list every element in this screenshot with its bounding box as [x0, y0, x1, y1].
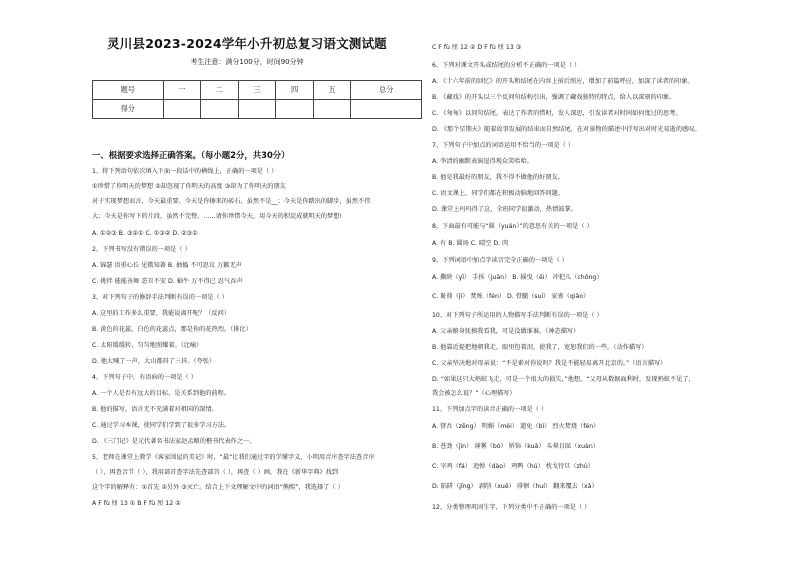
question-line: C. 通过学习本课，使同学们学到了很多学习方法。	[92, 422, 231, 429]
question-line: 大；今天是你写下的片段，虽然不完整，……请你珍惜今天，用今天的积淀成就明天的梦想!	[92, 213, 342, 220]
score-input-cell[interactable]	[201, 100, 239, 119]
question-line: A. 这里的工作多么重要，我能说离开呢？（反问）	[92, 310, 230, 317]
answer-options-line: D. 陷阱（jǐng） 剥削（xuē） 徘徊（huí） 翻来覆去（xǎ）	[432, 483, 598, 490]
score-table-header-row	[93, 81, 422, 100]
question-line: A. 《十六年前的回忆》的开头和结尾在内容上前后照应，增加了前篇呼应，加深了读者的印象。	[432, 78, 694, 85]
score-table	[92, 80, 422, 119]
question-line: 2、下列书写没有错误的一项是（ ）	[92, 246, 191, 253]
page-title: 灵川县2023-2024学年小升初总复习语文测试题	[107, 36, 387, 51]
question-line: D. 《三门记》是元代著名书法家赵孟頫的楷书代表作之一。	[92, 438, 256, 445]
answer-options-line: C. 耻鼎（jì） 焚炼（fén） D. 骨髓（suí） 家雀（qiǎo）	[432, 293, 590, 300]
question-line: 4、下列句子中，有语病的一项是（ ）	[92, 374, 197, 381]
question-line: B. 《藏戏》的开头以三个反问句结构引出，强调了藏戏独特的特点，给人以深刻的印象。	[432, 94, 676, 101]
question-line: 对于实现梦想而言，今天最重要。今天是你擦来的砖石，虽然不是__；今天是你踏出的脚步，虽然不伟	[92, 198, 371, 205]
score-cell: 一	[163, 81, 201, 100]
question-line: 这个字的解释有：①首先 ②另外 ③灭亡。结合上下文理解文中的词语“熊熙”，我选择了（ ）	[92, 484, 344, 491]
question-line: 6、下列对课文开头或结尾的分析不正确的一项是（ ）	[432, 62, 581, 69]
score-cell: 二	[201, 81, 239, 100]
score-cell: 总分	[351, 81, 422, 100]
question-line: 7、下列句子中加点的词语运用不恰当的一项是（ ）	[432, 142, 575, 149]
answer-options-line: A F fù 厘 13 ① B F fù 厘 12 ②	[92, 500, 181, 507]
question-line: A. 锦瑟 语重心长 见微知著 B. 抽搐 不可思议 万籁无声	[92, 262, 242, 269]
question-line: A. 父亲俯身抚摸我看我，可是没做谁谁。（神态描写）	[432, 328, 580, 335]
question-line: A. ①②③ B. ③②① C. ①③② D. ②③①	[92, 230, 198, 237]
question-line: 12、分类整理巩固生字，下列分类中不正确的一项是（ ）	[432, 504, 591, 511]
answer-options-line: C F fù 厘 12 ② D F fù 厘 13 ③	[432, 44, 522, 51]
question-line: 9、下列词语中加点字读音完全正确的一项是（ ）	[432, 257, 568, 264]
question-line: C. 语文课上，同学们都在积极动脑地回答问题。	[432, 190, 565, 197]
question-line: 3、对下列句子的修辞手法判断有误的一项是（ ）	[92, 294, 228, 301]
question-line: 我会被怎么说？”（心理描写）	[432, 390, 516, 397]
answer-options-line: A. 有 B. 圆场 C. 晴空 D. 肉	[432, 240, 509, 247]
left-column-header	[92, 38, 422, 66]
question-line: D. “如果这只大蚂蚁飞走，可是一个很大的损失，”他想，“父母从数据面利时，发现蚂蚁不见了，	[432, 376, 695, 383]
question-line: （ ），再查音节（ ），我用部首查字法先查部首（ ），再查（ ）画，我在《新华字典》找到	[92, 469, 339, 476]
question-line: 1、将下列语句依次填入下面一段话中的横线上，正确的一项是（ ）	[92, 168, 278, 175]
answer-options-line: C. 宰鸡（fá） 追悼（dào） 鸡鸭（hú） 枕戈待旦（zhù）	[432, 463, 594, 470]
question-line: C. 《匆匆》以问句结尾，表达了作者的惜时，发人深思，引发读者对时间如何度过的思考。	[432, 110, 682, 117]
question-line: D. 他大喊了一声，大山都抖了三抖。（夸张）	[92, 358, 216, 365]
score-input-cell[interactable]	[313, 100, 351, 119]
question-line: D. 课堂上玛玛得了这，全班同学很激动，热情鼓掌。	[432, 206, 577, 213]
score-input-cell[interactable]	[351, 100, 422, 119]
question-line: 11、下列加点字的读音正确的一项是（ ）	[432, 406, 548, 413]
question-line: B. 他靠近提把地朝我走，眼里包着泪，使我了，宽恕我们的一些。（动作描写）	[432, 344, 648, 351]
question-line: B. 黄色的花蕊，白色的花蕊点，那是你的花热烈。（排比）	[92, 326, 252, 333]
score-input-cell[interactable]	[276, 100, 314, 119]
answer-options-line: A. 撕陕（yī） 手拆（juān） B. 摇曳（ēi） 冲犯儿（chōng）	[432, 274, 603, 281]
question-line: C. 挑拌 能能善舞 态丑不安 D. 蜗牛 万不得已 忍气吞声	[92, 278, 243, 285]
question-line: D. 《那个星期天》随着故事发展的结束而自然结尾，在对景物的描述中抒写出对时光易逝的感叹。	[432, 126, 701, 133]
score-cell: 五	[313, 81, 351, 100]
question-line: B. 他是我最好的朋友，我不得不做他的好朋友。	[432, 174, 564, 181]
question-line: A. 李清的幽默表演逗得观众笑哈哈。	[432, 158, 533, 165]
score-cell: 题号	[93, 81, 164, 100]
score-cell: 得分	[93, 100, 164, 119]
question-line: ①珍惜了你明天的梦想 ②却忽视了你明天的高度 ③却为了你明天的朋友	[92, 183, 286, 190]
question-line: 8、下面最有可能与“圆（yuán）”的意思有关的一项是（ ）	[432, 223, 593, 230]
answer-options-line: B. 苍劲（jìn） 薄雾（bó） 矫饰（kuǎ） 头晕目眩（xuàn）	[432, 443, 599, 450]
section-title: 一、根据要求选择正确答案。（每小题2分，共30分）	[92, 150, 290, 160]
exam-notice: 考生注意：满分100分，时间90分钟	[190, 57, 304, 66]
question-line: A. 一个人是否有远大的目标，是关系到他的前程。	[92, 390, 230, 397]
question-line: B. 他的描写，语言无不充满着对祖国的深情。	[92, 406, 218, 413]
answer-options-line: A. 督吾（zēng） 明媚（mèi） 遛免（bì） 烈火焚烧（fén）	[432, 423, 600, 430]
question-line: C. 父亲坚决地对母亲说：“不是素对你说吗？我是不能轻易离开北京的。”（语言描写）	[432, 360, 667, 367]
question-line: 10、对下列句子所运用的人物描写手法判断有误的一项是（ ）	[432, 312, 603, 319]
score-cell: 四	[276, 81, 314, 100]
question-line: 5、老师在课堂上教学《客家围屋的美记》时，“最”让我们通过字的学懂字义，小明用音序查字法查音序	[92, 454, 375, 461]
question-line: C. 太阳缓缓转，匀匀地照耀着。（比喻）	[92, 342, 203, 349]
score-input-cell[interactable]	[238, 100, 276, 119]
score-cell: 三	[238, 81, 276, 100]
score-input-cell[interactable]	[163, 100, 201, 119]
score-table-score-row	[93, 100, 422, 119]
